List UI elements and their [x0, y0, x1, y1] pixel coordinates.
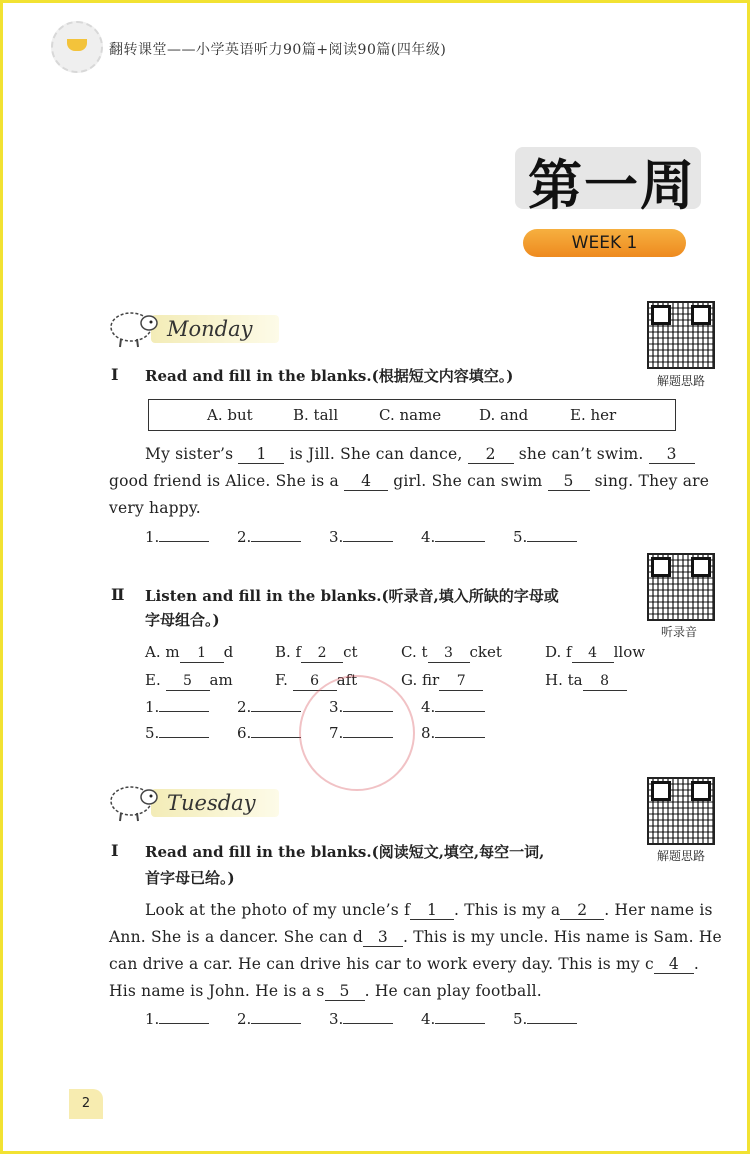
section-title: 字母组合。)	[145, 611, 220, 629]
sheep-icon	[107, 307, 161, 349]
qr-code-icon[interactable]	[647, 301, 715, 369]
answer-slot[interactable]: 3.	[329, 527, 393, 546]
answer-slot[interactable]: 2.	[237, 1009, 301, 1028]
answer-slot[interactable]: 8.	[421, 723, 485, 742]
answer-slot[interactable]: 4.	[421, 1009, 485, 1028]
blank[interactable]: 1	[238, 446, 284, 464]
passage-line: Ann. She is a dancer. She can d 3 . This is my uncle. His name is Sam. He	[109, 928, 722, 946]
chapter-title: 第一周	[528, 154, 696, 217]
passage-line: Look at the photo of my uncle’s f 1 . This is my a 2 . Her name is	[145, 901, 713, 919]
answer-slot[interactable]: 5.	[145, 723, 209, 742]
letter-item: H. ta 8	[545, 671, 627, 691]
letter-item: D. f 4 llow	[545, 643, 646, 661]
blank[interactable]: 7	[439, 673, 483, 691]
word-bank	[148, 399, 676, 431]
week-badge: WEEK 1	[523, 229, 686, 257]
blank[interactable]: 6	[293, 673, 337, 691]
letter-item: F. 6 aft	[275, 671, 358, 689]
answer-slot[interactable]: 2.	[237, 527, 301, 546]
sheep-icon	[107, 781, 161, 823]
answer-slot[interactable]: 5.	[513, 1009, 577, 1028]
tuesday-banner	[107, 781, 277, 823]
qr-label: 听录音	[661, 625, 698, 639]
section-title: 首字母已给。)	[145, 869, 235, 887]
passage-line: His name is John. He is a s 5 . He can play football.	[109, 982, 542, 1000]
passage-line: good friend is Alice. She is a 4 girl. She can swim 5 sing. They are	[109, 472, 710, 490]
letter-item: B. f 2 ct	[275, 643, 358, 661]
section-title: Read and fill in the blanks.(根据短文内容填空。)	[145, 367, 514, 385]
blank[interactable]: 4	[572, 645, 614, 663]
word-bank-item: D. and	[479, 406, 529, 424]
qr-code-icon[interactable]	[647, 777, 715, 845]
blank[interactable]: 1	[180, 645, 224, 663]
answer-slot[interactable]: 1.	[145, 1009, 209, 1028]
blank[interactable]: 3	[428, 645, 470, 663]
blank[interactable]: 3	[363, 929, 403, 947]
section-number: Ⅱ	[111, 585, 125, 604]
blank[interactable]: 4	[654, 956, 694, 974]
letter-item: G. fir 7	[401, 671, 483, 691]
blank[interactable]: 5	[166, 673, 210, 691]
book-logo-icon	[51, 21, 103, 73]
section-number: Ⅰ	[111, 365, 119, 384]
qr-label: 解题思路	[657, 374, 706, 388]
monday-banner	[107, 307, 277, 349]
letter-item: E. 5 am	[145, 671, 233, 689]
tuesday-label: Tuesday	[167, 791, 256, 815]
blank[interactable]: 2	[301, 645, 343, 663]
answer-slot[interactable]: 5.	[513, 527, 577, 546]
blank[interactable]: 1	[410, 902, 454, 920]
answer-slot[interactable]: 4.	[421, 527, 485, 546]
answer-slot[interactable]: 6.	[237, 723, 301, 742]
blank[interactable]: 2	[560, 902, 604, 920]
letter-item: A. m 1 d	[145, 643, 234, 661]
word-bank-item: A. but	[207, 406, 253, 424]
answer-slot[interactable]: 4.	[421, 697, 485, 716]
answer-slot[interactable]: 3.	[329, 697, 393, 716]
passage-line: can drive a car. He can drive his car to work every day. This is my c 4 .	[109, 955, 700, 973]
letter-item: C. t 3 cket	[401, 643, 502, 661]
qr-label: 解题思路	[657, 849, 706, 863]
qr-code-icon[interactable]	[647, 553, 715, 621]
blank[interactable]: 5	[325, 983, 365, 1001]
page-number: 2	[69, 1089, 103, 1119]
monday-label: Monday	[167, 317, 253, 341]
answer-slot[interactable]: 1.	[145, 697, 209, 716]
series-title: 翻转课堂——小学英语听力90篇+阅读90篇(四年级)	[109, 42, 447, 58]
section-title: Listen and fill in the blanks.(听录音,填入所缺的字母或	[145, 587, 559, 605]
section-title: Read and fill in the blanks.(阅读短文,填空,每空一词,	[145, 843, 545, 861]
answer-slot[interactable]: 1.	[145, 527, 209, 546]
word-bank-item: E. her	[570, 406, 617, 424]
blank[interactable]: 5	[548, 473, 590, 491]
blank[interactable]: 8	[583, 673, 627, 691]
answer-slot[interactable]: 2.	[237, 697, 301, 716]
word-bank-item: C. name	[379, 406, 442, 424]
answer-slot[interactable]: 3.	[329, 1009, 393, 1028]
passage-line: My sister’s 1 is Jill. She can dance, 2 she can’t swim. 3	[145, 445, 695, 464]
blank[interactable]: 3	[649, 446, 695, 464]
passage-line: very happy.	[109, 499, 201, 517]
blank[interactable]: 2	[468, 446, 514, 464]
blank[interactable]: 4	[344, 473, 388, 491]
watermark-stamp	[299, 675, 415, 791]
word-bank-item: B. tall	[293, 406, 339, 424]
section-number: Ⅰ	[111, 841, 119, 860]
answer-slot[interactable]: 7.	[329, 723, 393, 742]
